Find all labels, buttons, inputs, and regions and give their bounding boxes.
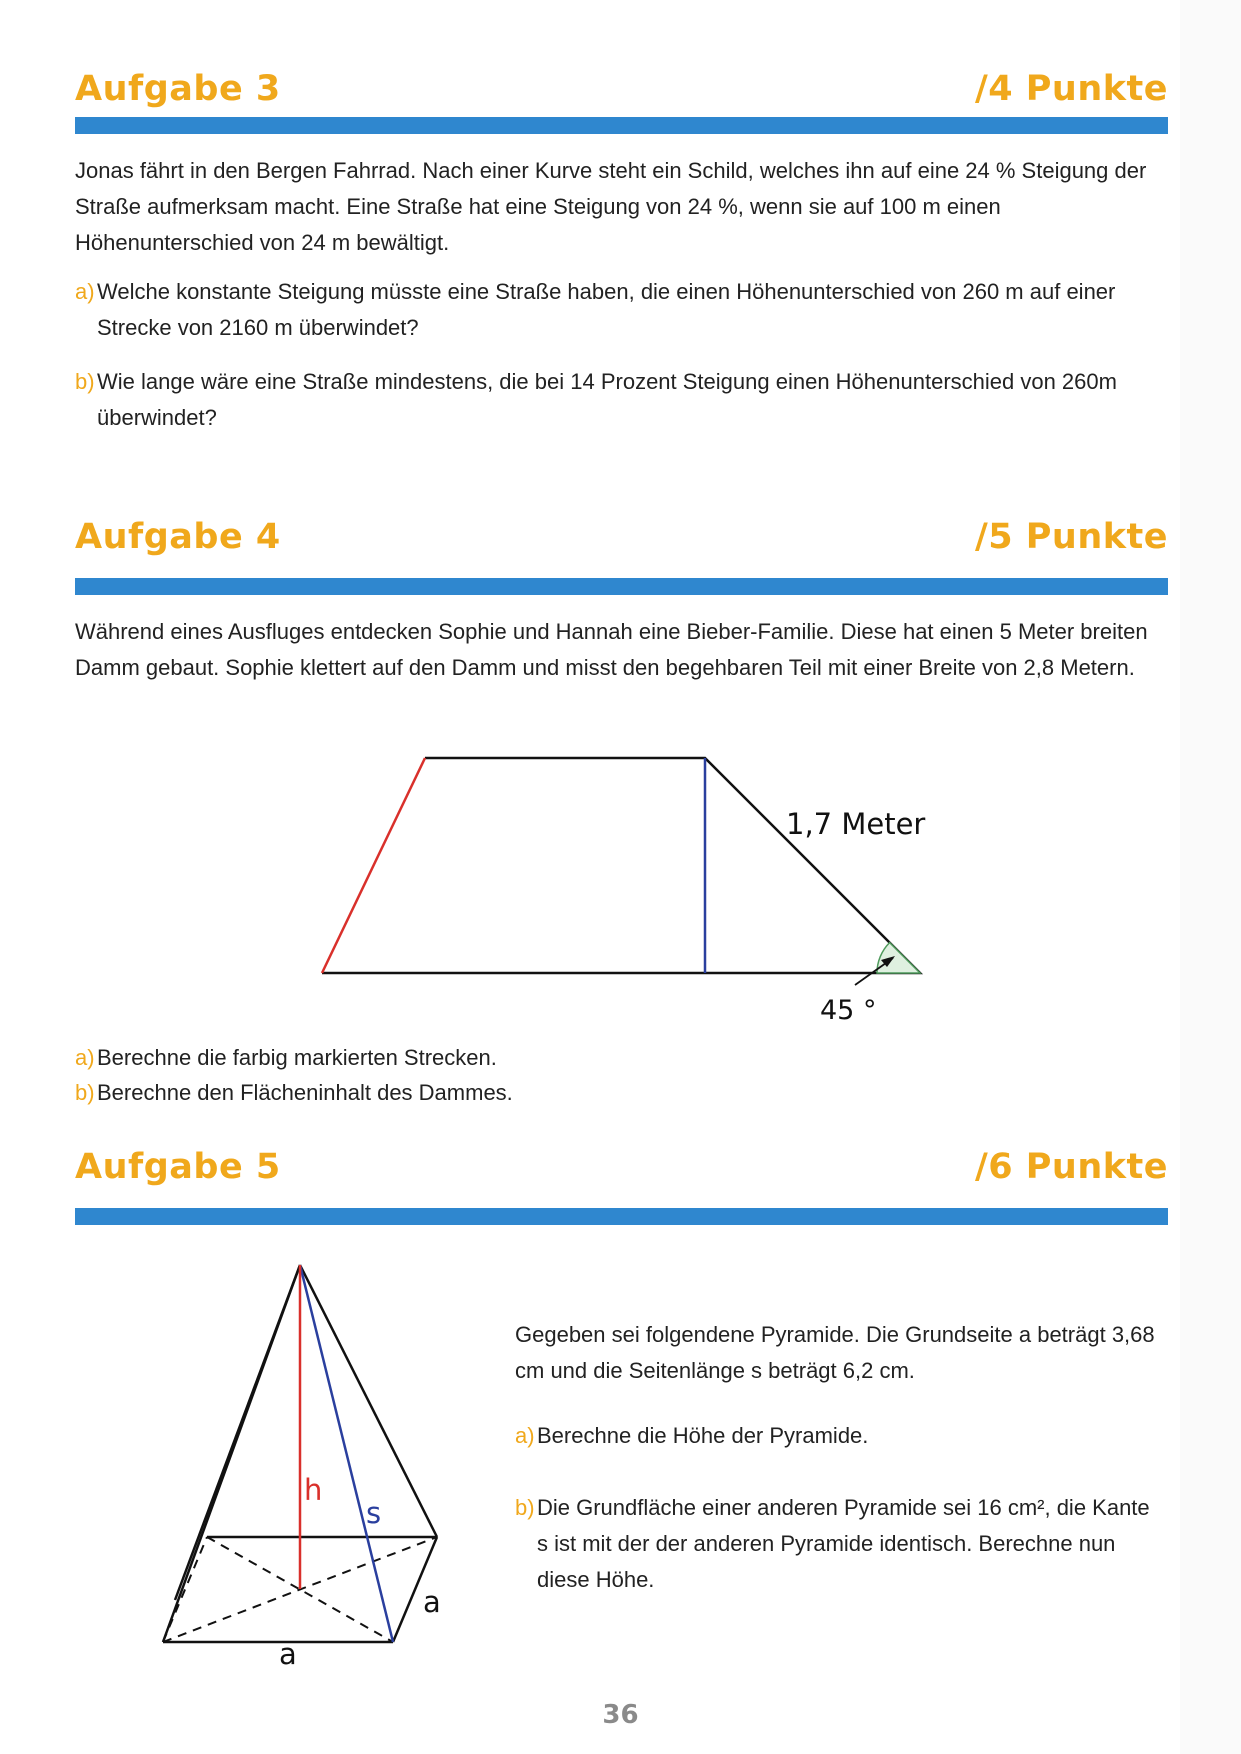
task-5-item-a-marker: a) [515, 1423, 535, 1448]
pyramid-h-label: h [304, 1473, 323, 1507]
angle-arc-45 [877, 943, 920, 973]
task-4-points: /5 Punkte [974, 517, 1168, 557]
pyramid-figure [163, 1265, 441, 1671]
page-number: 36 [602, 1700, 639, 1730]
task-3-item-b-marker: b) [75, 369, 95, 394]
task-5-item-b-text: Die Grundfläche einer anderen Pyramide sei 16 cm², die Kante s ist mit der der anderen Pyramide identisch. Berechne nun diese Höhe. [537, 1495, 1150, 1592]
pyramid-edge-front-right-s [300, 1265, 393, 1642]
task-4-item-a-marker: a) [75, 1045, 95, 1070]
pyramid-a-right-label: a [423, 1585, 441, 1619]
dam-left-slope-red [322, 758, 425, 973]
task-3-item-b-text: Wie lange wäre eine Straße mindestens, die bei 14 Prozent Steigung einen Höhenunterschied von 260m überwindet? [97, 369, 1117, 430]
task-3-item-a-marker: a) [75, 279, 95, 304]
task-4-item-b-marker: b) [75, 1080, 95, 1105]
task-5-item-a-text: Berechne die Höhe der Pyramide. [537, 1423, 869, 1448]
task-4-item-a-text: Berechne die farbig markierten Strecken. [97, 1045, 497, 1070]
pyramid-a-bottom-label: a [279, 1637, 297, 1671]
task-5-item-b-marker: b) [515, 1495, 535, 1520]
task-4-item-b-text: Berechne den Flächeninhalt des Dammes. [97, 1080, 513, 1105]
pyramid-edge-back-left [175, 1265, 300, 1600]
pyramid-s-label: s [366, 1496, 382, 1530]
dam-slant-label: 1,7 Meter [786, 807, 926, 841]
task-3-title: Aufgabe 3 [75, 69, 281, 109]
task-4-title: Aufgabe 4 [75, 517, 281, 557]
task-3-item-a-text: Welche konstante Steigung müsste eine Straße haben, die einen Höhenunterschied von 260 m auf einer Strecke von 2160 m überwindet? [97, 279, 1116, 340]
dam-angle-label: 45 ° [820, 995, 877, 1026]
task-5-title: Aufgabe 5 [75, 1147, 281, 1187]
task-3-points: /4 Punkte [974, 69, 1168, 109]
task-5-intro-text: Gegeben sei folgendene Pyramide. Die Grundseite a beträgt 3,68 cm und die Seitenlänge s beträgt 6,2 cm. [515, 1322, 1155, 1383]
dam-figure [322, 758, 925, 1026]
dam-outline [322, 758, 920, 973]
task-5-points: /6 Punkte [974, 1147, 1168, 1187]
task-3-intro-text: Jonas fährt in den Bergen Fahrrad. Nach einer Kurve steht ein Schild, welches ihn auf eine 24 % Steigung der Straße aufmerksam macht. Eine Straße hat eine Steigung von 24 %, wenn sie auf 100 m einen Höhenunterschied von 24 m bewältigt. [75, 158, 1147, 255]
task-4-intro-text: Während eines Ausfluges entdecken Sophie und Hannah eine Bieber-Familie. Diese hat einen 5 Meter breiten Damm gebaut. Sophie klettert auf den Damm und misst den begehbaren Teil mit einer Breite von 2,8 Metern. [75, 619, 1148, 680]
